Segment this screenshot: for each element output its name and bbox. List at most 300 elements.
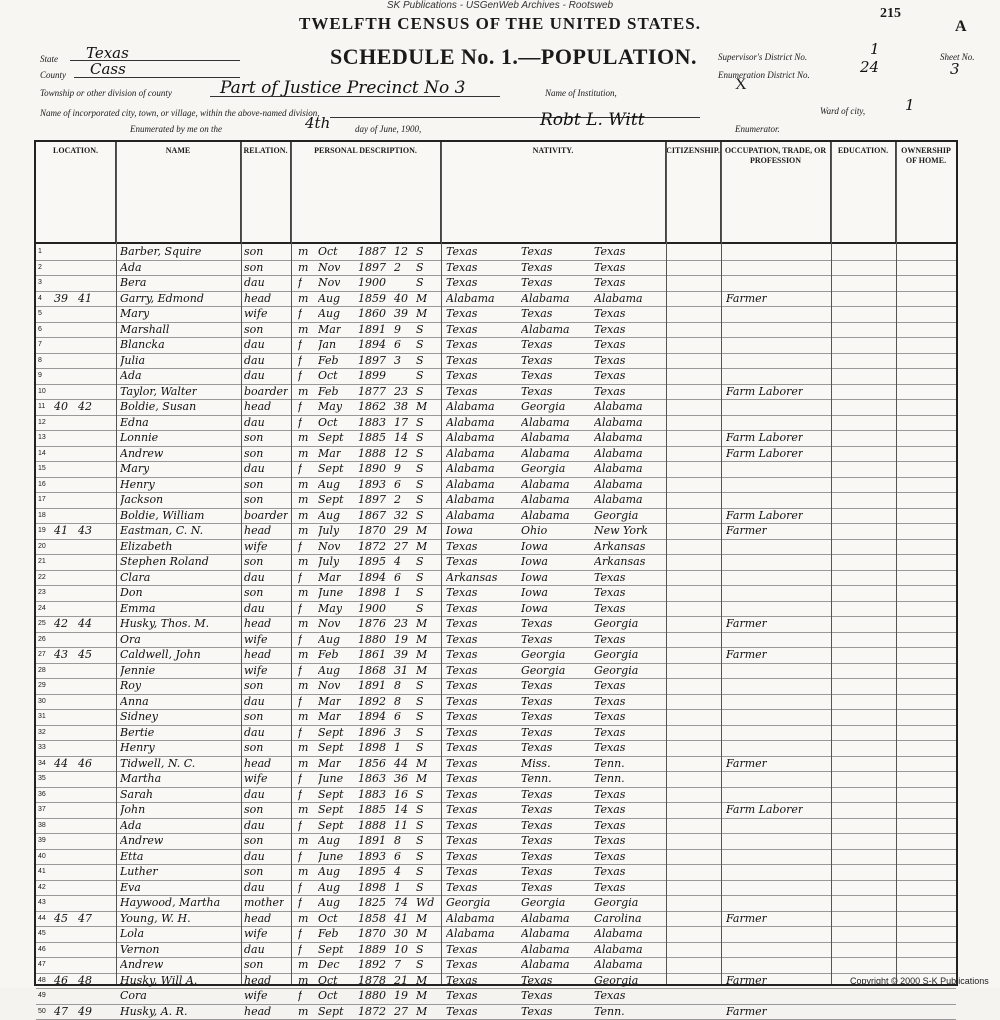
- relation-cell: son: [244, 864, 263, 880]
- father-birthplace-cell: Texas: [521, 337, 552, 353]
- line-number-cell: 13: [38, 430, 46, 445]
- enumeration-day: 4th: [305, 114, 330, 132]
- marital-status-cell: S: [416, 864, 424, 880]
- age-cell: 4: [394, 554, 401, 570]
- sex-cell: f: [298, 461, 302, 477]
- relation-cell: son: [244, 260, 263, 276]
- table-row: [36, 384, 956, 401]
- birth-year-cell: 1891: [358, 833, 386, 849]
- mother-birthplace-cell: Texas: [594, 601, 625, 617]
- birth-month-cell: Mar: [318, 694, 341, 710]
- mother-birthplace-cell: Alabama: [594, 430, 643, 446]
- age-cell: 8: [394, 678, 401, 694]
- line-number-cell: 38: [38, 818, 46, 833]
- age-cell: 44: [394, 756, 408, 772]
- birth-month-cell: Oct: [318, 973, 338, 989]
- birth-month-cell: Sept: [318, 1004, 344, 1020]
- table-row: [36, 353, 956, 370]
- mother-birthplace-cell: Tenn.: [594, 756, 625, 772]
- marital-status-cell: M: [416, 973, 427, 989]
- marital-status-cell: M: [416, 926, 427, 942]
- birth-month-cell: Aug: [318, 477, 340, 493]
- marital-status-cell: S: [416, 446, 424, 462]
- column-divider: [721, 142, 722, 984]
- marital-status-cell: S: [416, 880, 424, 896]
- relation-cell: dau: [244, 942, 265, 958]
- sex-cell: m: [298, 802, 308, 818]
- father-birthplace-cell: Texas: [521, 880, 552, 896]
- education-column-header: EDUCATION.: [831, 142, 896, 242]
- line-number-cell: 14: [38, 446, 46, 461]
- marital-status-cell: S: [416, 709, 424, 725]
- person-name-cell: Emma: [120, 601, 155, 617]
- birthplace-cell: Alabama: [446, 492, 495, 508]
- sex-cell: f: [298, 926, 302, 942]
- age-cell: 2: [394, 260, 401, 276]
- mother-birthplace-cell: Texas: [594, 709, 625, 725]
- birth-month-cell: Aug: [318, 508, 340, 524]
- relation-cell: wife: [244, 988, 268, 1004]
- line-number-cell: 45: [38, 926, 46, 941]
- person-name-cell: Andrew: [120, 446, 163, 462]
- marital-status-cell: S: [416, 694, 424, 710]
- county-line: [74, 77, 240, 78]
- birth-month-cell: Oct: [318, 415, 338, 431]
- father-birthplace-cell: Texas: [521, 694, 552, 710]
- line-number-cell: 46: [38, 942, 46, 957]
- sex-cell: m: [298, 709, 308, 725]
- father-birthplace-cell: Alabama: [521, 415, 570, 431]
- birth-month-cell: Feb: [318, 926, 339, 942]
- table-row: [36, 601, 956, 618]
- mother-birthplace-cell: Texas: [594, 880, 625, 896]
- enumeration-district-label: Enumeration District No.: [718, 70, 810, 80]
- relation-cell: son: [244, 678, 263, 694]
- marital-status-cell: S: [416, 322, 424, 338]
- person-name-cell: Tidwell, N. C.: [120, 756, 195, 772]
- birth-month-cell: Feb: [318, 647, 339, 663]
- table-row: [36, 306, 956, 323]
- birth-year-cell: 1863: [358, 771, 386, 787]
- line-number-cell: 19: [38, 523, 46, 538]
- marital-status-cell: M: [416, 988, 427, 1004]
- age-cell: 19: [394, 988, 408, 1004]
- age-cell: 6: [394, 477, 401, 493]
- person-name-cell: Etta: [120, 849, 143, 865]
- birthplace-cell: Texas: [446, 337, 477, 353]
- birth-month-cell: Sept: [318, 740, 344, 756]
- birth-year-cell: 1870: [358, 523, 386, 539]
- line-number-cell: 26: [38, 632, 46, 647]
- family-number-cell: 44: [78, 616, 92, 632]
- sex-cell: f: [298, 725, 302, 741]
- age-cell: 23: [394, 616, 408, 632]
- birth-year-cell: 1861: [358, 647, 386, 663]
- father-birthplace-cell: Alabama: [521, 291, 570, 307]
- dwelling-number-cell: 43: [54, 647, 68, 663]
- marital-status-cell: S: [416, 833, 424, 849]
- birth-month-cell: Sept: [318, 787, 344, 803]
- personal-description-column-header: PERSONAL DESCRIPTION.: [291, 142, 441, 242]
- person-name-cell: Marshall: [120, 322, 169, 338]
- marital-status-cell: M: [416, 632, 427, 648]
- line-number-cell: 40: [38, 849, 46, 864]
- birth-month-cell: June: [318, 849, 343, 865]
- mother-birthplace-cell: Tenn.: [594, 771, 625, 787]
- relation-column-header: RELATION.: [241, 142, 291, 242]
- age-cell: 11: [394, 818, 408, 834]
- line-number-cell: 44: [38, 911, 46, 926]
- birth-month-cell: Dec: [318, 957, 340, 973]
- line-number-cell: 21: [38, 554, 46, 569]
- father-birthplace-cell: Texas: [521, 787, 552, 803]
- birth-year-cell: 1893: [358, 849, 386, 865]
- age-cell: 1: [394, 740, 401, 756]
- sex-cell: m: [298, 756, 308, 772]
- birth-year-cell: 1888: [358, 818, 386, 834]
- occupation-cell: Farmer: [726, 973, 767, 989]
- birthplace-cell: Texas: [446, 973, 477, 989]
- birth-year-cell: 1898: [358, 880, 386, 896]
- mother-birthplace-cell: Alabama: [594, 942, 643, 958]
- line-number-cell: 6: [38, 322, 42, 337]
- birthplace-cell: Alabama: [446, 291, 495, 307]
- birthplace-cell: Alabama: [446, 461, 495, 477]
- relation-cell: dau: [244, 818, 265, 834]
- table-row: [36, 539, 956, 556]
- line-number-cell: 43: [38, 895, 46, 910]
- relation-cell: mother: [244, 895, 284, 911]
- sex-cell: f: [298, 849, 302, 865]
- birth-year-cell: 1878: [358, 973, 386, 989]
- father-birthplace-cell: Texas: [521, 368, 552, 384]
- birth-month-cell: Feb: [318, 353, 339, 369]
- marital-status-cell: M: [416, 616, 427, 632]
- age-cell: 30: [394, 926, 408, 942]
- birth-year-cell: 1870: [358, 926, 386, 942]
- mother-birthplace-cell: Texas: [594, 988, 625, 1004]
- relation-cell: dau: [244, 849, 265, 865]
- sex-cell: f: [298, 570, 302, 586]
- sex-cell: f: [298, 601, 302, 617]
- father-birthplace-cell: Texas: [521, 244, 552, 260]
- line-number-cell: 11: [38, 399, 45, 414]
- birth-year-cell: 1891: [358, 678, 386, 694]
- birthplace-cell: Texas: [446, 787, 477, 803]
- marital-status-cell: S: [416, 957, 424, 973]
- relation-cell: wife: [244, 632, 268, 648]
- occupation-cell: Farm Laborer: [726, 802, 803, 818]
- person-name-cell: John: [120, 802, 145, 818]
- ward-label: Ward of city,: [820, 106, 865, 116]
- age-cell: 3: [394, 725, 401, 741]
- sex-cell: f: [298, 399, 302, 415]
- line-number-cell: 30: [38, 694, 46, 709]
- sex-cell: m: [298, 647, 308, 663]
- relation-cell: son: [244, 740, 263, 756]
- relation-cell: son: [244, 554, 263, 570]
- birth-month-cell: Sept: [318, 725, 344, 741]
- person-name-cell: Bera: [120, 275, 146, 291]
- birthplace-cell: Texas: [446, 244, 477, 260]
- sex-cell: m: [298, 973, 308, 989]
- marital-status-cell: M: [416, 756, 427, 772]
- table-row: [36, 802, 956, 819]
- mother-birthplace-cell: Texas: [594, 353, 625, 369]
- marital-status-cell: S: [416, 275, 424, 291]
- mother-birthplace-cell: Georgia: [594, 663, 638, 679]
- birthplace-cell: Texas: [446, 539, 477, 555]
- age-cell: 6: [394, 849, 401, 865]
- relation-cell: dau: [244, 725, 265, 741]
- age-cell: 27: [394, 1004, 408, 1020]
- supervisor-label: Supervisor's District No.: [718, 52, 807, 62]
- schedule-heading: SCHEDULE No. 1.—POPULATION.: [330, 44, 697, 70]
- age-cell: 8: [394, 833, 401, 849]
- sex-cell: m: [298, 477, 308, 493]
- marital-status-cell: M: [416, 647, 427, 663]
- birth-year-cell: 1893: [358, 477, 386, 493]
- age-cell: 38: [394, 399, 408, 415]
- table-row: [36, 818, 956, 835]
- birthplace-cell: Texas: [446, 988, 477, 1004]
- birthplace-cell: Texas: [446, 802, 477, 818]
- relation-cell: son: [244, 957, 263, 973]
- marital-status-cell: S: [416, 570, 424, 586]
- birth-month-cell: June: [318, 771, 343, 787]
- table-row: [36, 554, 956, 571]
- line-number-cell: 7: [38, 337, 42, 352]
- birth-year-cell: 1858: [358, 911, 386, 927]
- marital-status-cell: M: [416, 306, 427, 322]
- occupation-cell: Farmer: [726, 1004, 767, 1020]
- occupation-cell: Farmer: [726, 911, 767, 927]
- enumerator-label: Enumerator.: [735, 124, 780, 134]
- sex-cell: m: [298, 322, 308, 338]
- enumerator-signature: Robt L. Witt: [540, 110, 645, 130]
- column-divider: [666, 142, 667, 984]
- birth-year-cell: 1885: [358, 430, 386, 446]
- birthplace-cell: Alabama: [446, 911, 495, 927]
- sex-cell: f: [298, 337, 302, 353]
- table-row: [36, 895, 956, 912]
- person-name-cell: Luther: [120, 864, 158, 880]
- birth-month-cell: Jan: [318, 337, 336, 353]
- birthplace-cell: Arkansas: [446, 570, 497, 586]
- birthplace-cell: Texas: [446, 632, 477, 648]
- column-divider: [241, 142, 242, 984]
- sex-cell: f: [298, 818, 302, 834]
- marital-status-cell: S: [416, 353, 424, 369]
- table-row: [36, 864, 956, 881]
- birth-month-cell: Sept: [318, 802, 344, 818]
- relation-cell: son: [244, 802, 263, 818]
- sheet-value: 3: [950, 60, 960, 78]
- family-number-cell: 47: [78, 911, 92, 927]
- father-birthplace-cell: Texas: [521, 275, 552, 291]
- mother-birthplace-cell: Alabama: [594, 492, 643, 508]
- marital-status-cell: S: [416, 430, 424, 446]
- ward-value: 1: [905, 96, 915, 114]
- mother-birthplace-cell: Alabama: [594, 477, 643, 493]
- location-column-header: LOCATION.: [36, 142, 116, 242]
- birthplace-cell: Georgia: [446, 895, 490, 911]
- relation-cell: son: [244, 585, 263, 601]
- age-cell: 16: [394, 787, 408, 803]
- father-birthplace-cell: Texas: [521, 678, 552, 694]
- birthplace-cell: Texas: [446, 368, 477, 384]
- marital-status-cell: S: [416, 849, 424, 865]
- birthplace-cell: Texas: [446, 601, 477, 617]
- person-name-cell: Lola: [120, 926, 144, 942]
- line-number-cell: 36: [38, 787, 46, 802]
- column-divider: [441, 142, 442, 984]
- birthplace-cell: Alabama: [446, 508, 495, 524]
- table-row: [36, 942, 956, 959]
- mother-birthplace-cell: Alabama: [594, 957, 643, 973]
- mother-birthplace-cell: New York: [594, 523, 648, 539]
- citizenship-column-header: CITIZENSHIP.: [666, 142, 721, 242]
- age-cell: 6: [394, 709, 401, 725]
- sex-cell: m: [298, 1004, 308, 1020]
- relation-cell: son: [244, 492, 263, 508]
- age-cell: 23: [394, 384, 408, 400]
- mother-birthplace-cell: Alabama: [594, 399, 643, 415]
- relation-cell: dau: [244, 694, 265, 710]
- person-name-cell: Martha: [120, 771, 161, 787]
- person-name-cell: Eastman, C. N.: [120, 523, 203, 539]
- birth-month-cell: Aug: [318, 291, 340, 307]
- birthplace-cell: Texas: [446, 942, 477, 958]
- birthplace-cell: Texas: [446, 709, 477, 725]
- person-name-cell: Edna: [120, 415, 149, 431]
- mother-birthplace-cell: Alabama: [594, 415, 643, 431]
- marital-status-cell: M: [416, 911, 427, 927]
- marital-status-cell: M: [416, 539, 427, 555]
- birthplace-cell: Texas: [446, 740, 477, 756]
- father-birthplace-cell: Texas: [521, 740, 552, 756]
- birth-month-cell: June: [318, 585, 343, 601]
- sex-cell: f: [298, 988, 302, 1004]
- age-cell: 9: [394, 461, 401, 477]
- father-birthplace-cell: Texas: [521, 802, 552, 818]
- birth-year-cell: 1898: [358, 585, 386, 601]
- relation-cell: dau: [244, 275, 265, 291]
- mother-birthplace-cell: Alabama: [594, 446, 643, 462]
- person-name-cell: Garry, Edmond: [120, 291, 204, 307]
- source-banner: SK Publications - USGenWeb Archives - Rootsweb: [0, 0, 1000, 11]
- birth-month-cell: Nov: [318, 275, 340, 291]
- birth-year-cell: 1892: [358, 957, 386, 973]
- family-number-cell: 43: [78, 523, 92, 539]
- occupation-cell: Farm Laborer: [726, 446, 803, 462]
- county-value: Cass: [90, 60, 126, 78]
- person-name-cell: Boldie, Susan: [120, 399, 196, 415]
- mother-birthplace-cell: Georgia: [594, 616, 638, 632]
- sex-cell: m: [298, 957, 308, 973]
- relation-cell: wife: [244, 926, 268, 942]
- birth-month-cell: Sept: [318, 430, 344, 446]
- marital-status-cell: M: [416, 1004, 427, 1020]
- table-row: [36, 740, 956, 757]
- sex-cell: m: [298, 833, 308, 849]
- line-number-cell: 9: [38, 368, 42, 383]
- person-name-cell: Mary: [120, 306, 149, 322]
- age-cell: 12: [394, 446, 408, 462]
- sheet-label: Sheet No.: [940, 52, 975, 62]
- marital-status-cell: S: [416, 802, 424, 818]
- relation-cell: dau: [244, 368, 265, 384]
- father-birthplace-cell: Georgia: [521, 399, 565, 415]
- birth-month-cell: Aug: [318, 833, 340, 849]
- table-row: [36, 492, 956, 509]
- marital-status-cell: S: [416, 678, 424, 694]
- person-name-cell: Husky, Will A.: [120, 973, 197, 989]
- father-birthplace-cell: Alabama: [521, 492, 570, 508]
- sex-cell: m: [298, 260, 308, 276]
- table-row: [36, 415, 956, 432]
- mother-birthplace-cell: Texas: [594, 740, 625, 756]
- relation-cell: head: [244, 616, 271, 632]
- line-number-cell: 50: [38, 1004, 46, 1019]
- mother-birthplace-cell: Texas: [594, 725, 625, 741]
- birth-month-cell: Mar: [318, 756, 341, 772]
- table-row: [36, 926, 956, 943]
- line-number-cell: 8: [38, 353, 42, 368]
- age-cell: 39: [394, 647, 408, 663]
- birth-month-cell: Oct: [318, 244, 338, 260]
- person-name-cell: Ada: [120, 368, 142, 384]
- sex-cell: f: [298, 787, 302, 803]
- dwelling-number-cell: 41: [54, 523, 68, 539]
- age-cell: 2: [394, 492, 401, 508]
- table-row: [36, 446, 956, 463]
- table-row: [36, 244, 956, 261]
- father-birthplace-cell: Texas: [521, 306, 552, 322]
- father-birthplace-cell: Alabama: [521, 430, 570, 446]
- birth-year-cell: 1892: [358, 694, 386, 710]
- father-birthplace-cell: Iowa: [521, 585, 548, 601]
- birth-year-cell: 1867: [358, 508, 386, 524]
- birth-month-cell: Aug: [318, 632, 340, 648]
- relation-cell: son: [244, 833, 263, 849]
- sex-cell: f: [298, 632, 302, 648]
- mother-birthplace-cell: Texas: [594, 322, 625, 338]
- line-number-cell: 18: [38, 508, 46, 523]
- dwelling-number-cell: 39: [54, 291, 68, 307]
- father-birthplace-cell: Ohio: [521, 523, 547, 539]
- line-number-cell: 12: [38, 415, 46, 430]
- marital-status-cell: S: [416, 337, 424, 353]
- birthplace-cell: Alabama: [446, 446, 495, 462]
- birth-month-cell: Aug: [318, 306, 340, 322]
- person-name-cell: Julia: [120, 353, 145, 369]
- birth-month-cell: Oct: [318, 368, 338, 384]
- column-divider: [831, 142, 832, 984]
- birth-year-cell: 1862: [358, 399, 386, 415]
- person-name-cell: Blancka: [120, 337, 165, 353]
- birth-year-cell: 1897: [358, 260, 386, 276]
- dwelling-number-cell: 44: [54, 756, 68, 772]
- column-divider: [116, 142, 117, 984]
- mother-birthplace-cell: Texas: [594, 864, 625, 880]
- birth-year-cell: 1880: [358, 632, 386, 648]
- birthplace-cell: Alabama: [446, 430, 495, 446]
- birth-month-cell: Feb: [318, 384, 339, 400]
- dwelling-number-cell: 46: [54, 973, 68, 989]
- table-row: [36, 632, 956, 649]
- sex-cell: m: [298, 554, 308, 570]
